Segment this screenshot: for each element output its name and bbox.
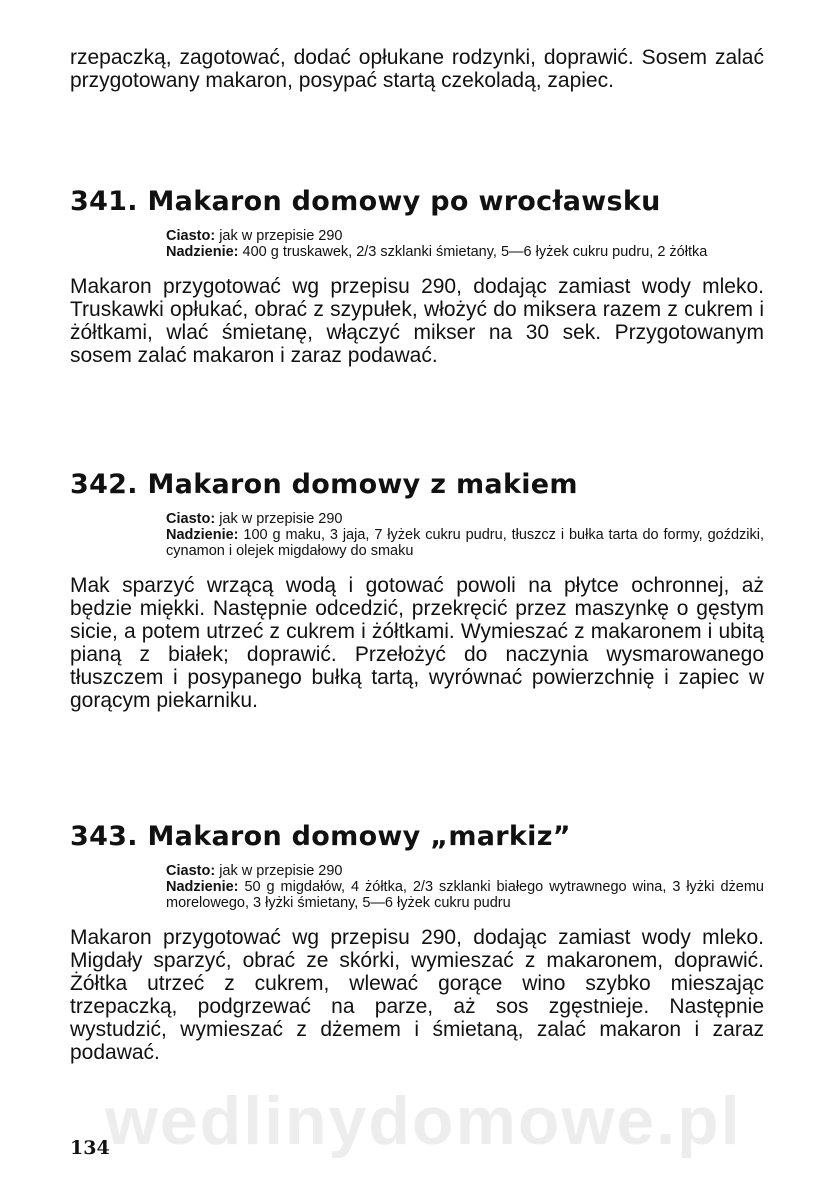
filling-line — [166, 244, 764, 260]
filling-label: Nadzienie: — [166, 244, 239, 260]
dough-line — [166, 228, 764, 244]
page-number: 134 — [70, 1137, 110, 1159]
filling-text: 400 g truskawek, 2/3 szklanki śmietany, 5—6 łyżek cukru pudru, 2 żółtka — [242, 244, 708, 260]
recipe-title: 343. Makaron domowy „markiz” — [70, 821, 571, 852]
recipe-342 — [70, 469, 764, 712]
dough-label: Ciasto: — [166, 511, 216, 527]
preparation-paragraph: Makaron przygotować wg przepisu 290, dodając zamiast wody mleko. Migdały sparzyć, obrać ze skórki, wymieszać z makaronem, doprawić. Żółtka utrzeć z cukrem, wlewać gorące wino szybko mieszając trzepaczką, podgrzewać na parze, aż sos zgęstnieje. Następnie wystudzić, wymieszać z dżemem i śmietaną, zalać makaron i zaraz podawać. — [70, 926, 764, 1064]
ingredients-block — [166, 511, 764, 559]
recipe-341 — [70, 186, 764, 367]
watermark: wedlinydomowe.pl — [105, 1083, 742, 1159]
dough-line — [166, 863, 764, 879]
dough-line — [166, 511, 764, 527]
dough-label: Ciasto: — [166, 863, 216, 879]
preparation-paragraph: Mak sparzyć wrzącą wodą i gotować powoli na płytce ochronnej, aż będzie miękki. Następnie odcedzić, przekręcić przez maszynkę o gęstym sicie, a potem utrzeć z cukrem i żółtkami. Wymieszać z makaronem i ubitą pianą z białek; doprawić. Przełożyć do naczynia wysmarowanego tłuszczem i posypanego bułką tartą, wyrównać powierzchnię i zapiec w gorącym piekarniku. — [70, 574, 764, 712]
filling-label: Nadzienie: — [166, 527, 239, 543]
recipe-title: 341. Makaron domowy po wrocławsku — [70, 186, 661, 217]
filling-line — [166, 879, 764, 911]
dough-label: Ciasto: — [166, 228, 216, 244]
dough-text: jak w przepisie 290 — [219, 511, 343, 527]
ingredients-block — [166, 228, 764, 260]
filling-text: 50 g migdałów, 4 żółtka, 2/3 szklanki białego wytrawnego wina, 3 łyżki dżemu morelowego, 3 łyżki śmietany, 5—6 łyżek cukru pudru — [166, 879, 764, 911]
ingredients-block — [166, 863, 764, 911]
filling-label: Nadzienie: — [166, 879, 239, 895]
book-page — [70, 46, 764, 1064]
recipe-title: 342. Makaron domowy z makiem — [70, 469, 578, 500]
recipe-343 — [70, 821, 764, 1064]
filling-text: 100 g maku, 3 jaja, 7 łyżek cukru pudru, tłuszcz i bułka tarta do formy, goździki, cynamon i olejek migdałowy do smaku — [166, 527, 764, 559]
dough-text: jak w przepisie 290 — [219, 863, 343, 879]
filling-line — [166, 527, 764, 559]
preparation-paragraph: Makaron przygotować wg przepisu 290, dodając zamiast wody mleko. Truskawki opłukać, obrać z szypułek, włożyć do miksera razem z cukrem i żółtkami, wlać śmietanę, włączyć mikser na 30 sek. Przygotowanym sosem zalać makaron i zaraz podawać. — [70, 275, 764, 367]
dough-text: jak w przepisie 290 — [219, 228, 343, 244]
intro-paragraph: rzepaczką, zagotować, dodać opłukane rodzynki, doprawić. Sosem zalać przygotowany makaron, posypać startą czekoladą, zapiec. — [70, 46, 764, 92]
